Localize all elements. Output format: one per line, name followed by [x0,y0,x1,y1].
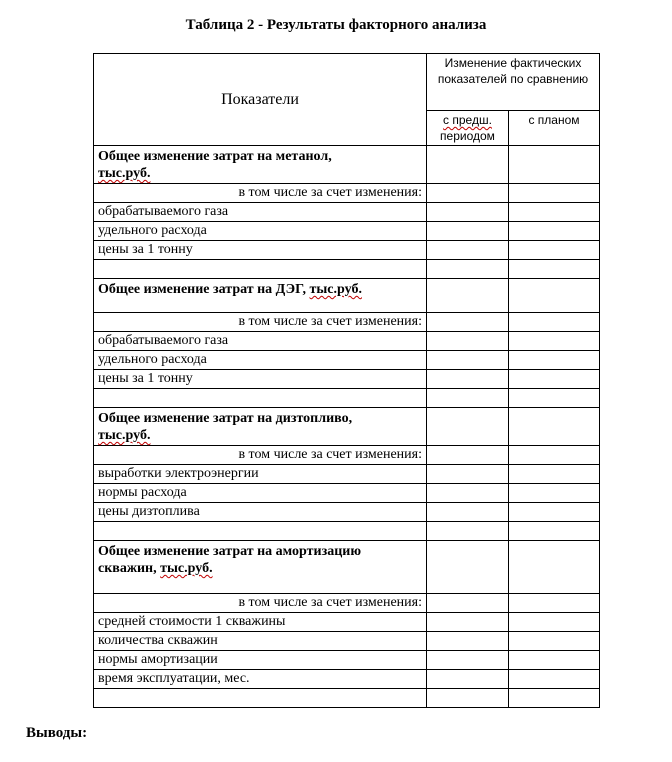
section-unit: тыс.руб. [98,428,151,443]
cell-prev [427,594,509,613]
factor-row: обрабатываемого газа [94,203,427,222]
factor-row: цены дизтоплива [94,503,427,522]
cell-prev [427,651,509,670]
including-row: в том числе за счет изменения: [94,184,427,203]
section-title-text: Общее изменение затрат на амортизацию скважин, [98,544,362,576]
factor-row: нормы амортизации [94,651,427,670]
including-row: в том числе за счет изменения: [94,594,427,613]
cell-prev [427,613,509,632]
cell-plan [509,651,600,670]
cell-prev [427,203,509,222]
factor-row: цены за 1 тонну [94,241,427,260]
section-title-text: Общее изменение затрат на ДЭГ, [98,282,310,297]
cell-prev [427,184,509,203]
factor-row: обрабатываемого газа [94,332,427,351]
cell-plan [509,613,600,632]
empty-row [94,389,427,408]
cell-plan [509,241,600,260]
conclusions-heading: Выводы: [26,725,88,741]
header-change-group: Изменение фактических показателей по сравнению [427,54,600,111]
empty-row [94,689,427,708]
cell-plan [509,522,600,541]
factor-row: средней стоимости 1 скважины [94,613,427,632]
factor-row: нормы расхода [94,484,427,503]
cell-prev [427,522,509,541]
cell-prev [427,146,509,184]
factor-row: время эксплуатации, мес. [94,670,427,689]
including-row: в том числе за счет изменения: [94,313,427,332]
cell-plan [509,408,600,446]
header-prev-word2: периодом [440,129,495,143]
cell-prev [427,313,509,332]
cell-prev [427,465,509,484]
cell-plan [509,632,600,651]
cell-plan [509,689,600,708]
cell-plan [509,446,600,465]
empty-row [94,522,427,541]
factor-row: удельного расхода [94,222,427,241]
cell-plan [509,541,600,594]
cell-plan [509,146,600,184]
section-title [94,541,427,594]
cell-plan [509,203,600,222]
section-title-text: Общее изменение затрат на метанол, [98,149,332,164]
header-prev-period [427,111,509,146]
cell-plan [509,222,600,241]
cell-prev [427,389,509,408]
cell-plan [509,332,600,351]
section-title-text: Общее изменение затрат на дизтопливо, [98,411,353,426]
table-caption: Таблица 2 - Результаты факторного анализа [185,17,487,33]
factor-row: количества скважин [94,632,427,651]
empty-row [94,260,427,279]
cell-plan [509,279,600,313]
cell-prev [427,241,509,260]
cell-plan [509,670,600,689]
factor-row: цены за 1 тонну [94,370,427,389]
cell-prev [427,484,509,503]
cell-prev [427,408,509,446]
cell-plan [509,370,600,389]
header-plan: с планом [509,111,600,146]
including-row: в том числе за счет изменения: [94,446,427,465]
cell-plan [509,351,600,370]
factor-row: выработки электроэнергии [94,465,427,484]
cell-plan [509,503,600,522]
cell-prev [427,279,509,313]
cell-prev [427,670,509,689]
factor-row: удельного расхода [94,351,427,370]
cell-prev [427,446,509,465]
header-prev-word: с предш. [443,113,492,127]
cell-prev [427,689,509,708]
cell-plan [509,594,600,613]
cell-prev [427,632,509,651]
section-title [94,408,427,446]
factor-analysis-table [93,53,600,708]
section-unit: тыс.руб. [160,561,213,576]
cell-prev [427,370,509,389]
cell-prev [427,503,509,522]
cell-plan [509,313,600,332]
cell-prev [427,351,509,370]
cell-plan [509,465,600,484]
cell-plan [509,260,600,279]
cell-plan [509,484,600,503]
cell-prev [427,222,509,241]
section-unit: тыс.руб. [309,282,362,297]
section-title [94,279,427,313]
cell-prev [427,332,509,351]
cell-prev [427,541,509,594]
section-title [94,146,427,184]
section-unit: тыс.руб. [98,166,151,181]
header-indicators: Показатели [94,54,427,146]
cell-plan [509,184,600,203]
cell-prev [427,260,509,279]
cell-plan [509,389,600,408]
